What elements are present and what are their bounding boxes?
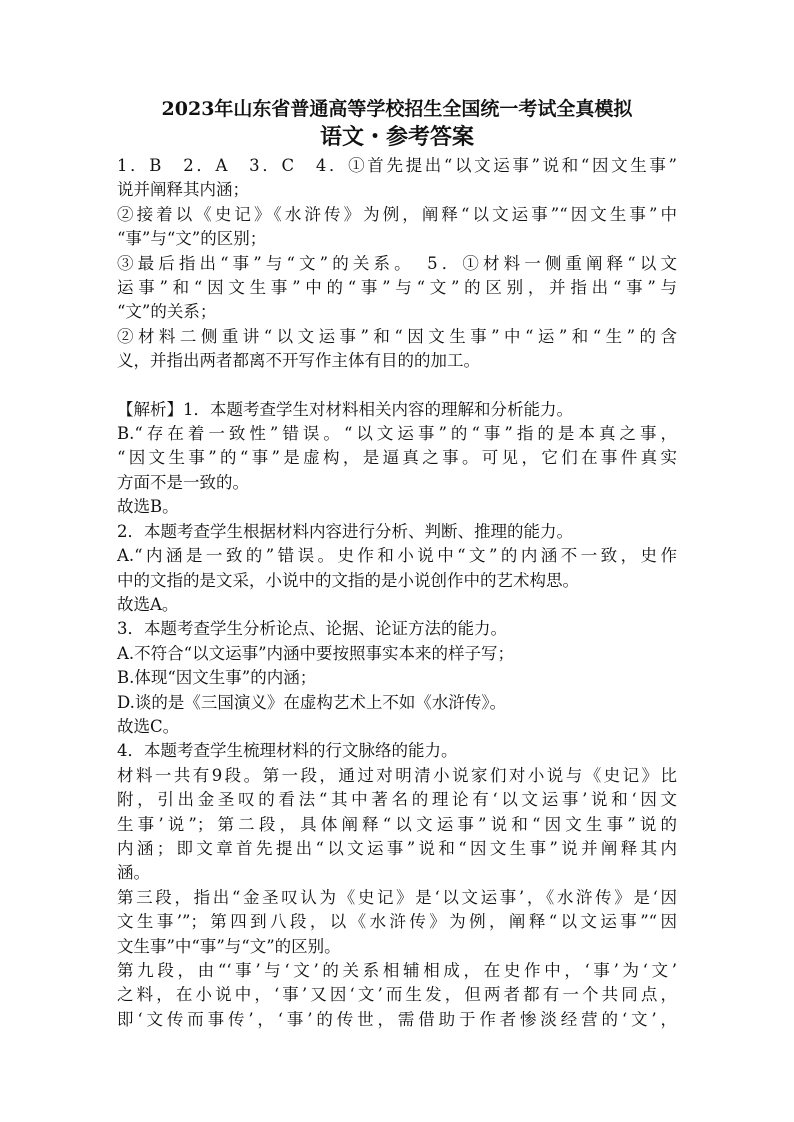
section-gap — [117, 374, 677, 398]
answer-line: 义，并指出两者都离不开写作主体有目的的加工。 — [117, 351, 480, 371]
analysis-line: 第九段，由“‘事’与‘文’的关系相辅相成，在史作中，‘事’为‘文’ — [117, 961, 677, 980]
answer-line: ②接着以《史记》《水浒传》为例，阐释“以文运事”“因文生事”中 — [117, 204, 677, 224]
analysis-line: 故选A。 — [117, 594, 179, 614]
analysis-line: 故选B。 — [117, 497, 179, 517]
analysis-line: 3．本题考查学生分析论点、论据、论证方法的能力。 — [117, 619, 507, 639]
analysis-line: “因文生事”的“事”是虚构，是逼真之事。可见，它们在事件真实 — [117, 448, 677, 468]
analysis-line: D.谈的是《三国演义》在虚构艺术上不如《水浒传》。 — [117, 692, 507, 712]
answer-section — [117, 154, 677, 374]
answer-line: 说并阐释其内涵； — [117, 180, 249, 200]
analysis-line: A.不符合“以文运事”内涵中要按照事实本来的样子写； — [117, 643, 515, 663]
analysis-line: 2．本题考查学生根据材料内容进行分析、判断、推理的能力。 — [117, 521, 573, 541]
analysis-line: B.体现“因文生事”的内涵； — [117, 668, 317, 688]
analysis-line: 中的文指的是文采，小说中的文指的是小说创作中的艺术构思。 — [117, 570, 579, 590]
analysis-line: A.“内涵是一致的”错误。史作和小说中“文”的内涵不一致，史作 — [117, 546, 677, 566]
document-title: 2023年山东省普通高等学校招生全国统一考试全真模拟 — [161, 98, 633, 120]
analysis-line: 第三段，指出“金圣叹认为《史记》是‘以文运事’，《水浒传》是‘因 — [117, 887, 677, 907]
answer-line: “文”的关系； — [117, 302, 217, 322]
answer-line: 1．B 2．A 3．C 4．①首先提出“以文运事”说和“因文生事” — [117, 156, 677, 175]
analysis-line: 材料一共有9段。第一段，通过对明清小说家们对小说与《史记》比 — [117, 765, 677, 785]
analysis-line: 附，引出金圣叹的看法“其中著名的理论有‘以文运事’说和‘因文 — [117, 790, 677, 810]
analysis-line: B.“存在着一致性”错误。“以文运事”的“事”指的是本真之事， — [117, 424, 677, 444]
analysis-line: 【解析】1．本题考查学生对材料相关内容的理解和分析能力。 — [117, 399, 573, 419]
answer-line: ②材料二侧重讲“以文运事”和“因文生事”中“运”和“生”的含 — [117, 326, 677, 346]
analysis-line: 即‘文传而事传’，‘事’的传世，需借助于作者惨淡经营的‘文’， — [117, 1009, 677, 1029]
analysis-line: 文生事’”；第四到八段，以《水浒传》为例，阐释“以文运事”“因 — [117, 912, 677, 932]
answer-line: 运事”和“因文生事”中的“事”与“文”的区别，并指出“事”与 — [117, 278, 677, 298]
analysis-line: 故选C。 — [117, 716, 180, 736]
analysis-line: 文生事”中“事”与“文”的区别。 — [117, 936, 341, 956]
analysis-line: 4．本题考查学生梳理材料的行文脉络的能力。 — [117, 741, 458, 761]
answer-line: “事”与“文”的区别； — [117, 229, 267, 249]
analysis-line: 生事’说”；第二段，具体阐释“以文运事”说和“因文生事”说的 — [117, 814, 677, 834]
analysis-line: 之料，在小说中，‘事’又因‘文’而生发，但两者都有一个共同点， — [117, 985, 677, 1005]
analysis-line: 方面不是一致的。 — [117, 472, 249, 492]
document-page — [117, 96, 677, 1032]
answer-line: ③最后指出“事”与“文”的关系。 5．①材料一侧重阐释“以文 — [117, 253, 677, 273]
analysis-section — [117, 398, 677, 1033]
document-subtitle: 语文・参考答案 — [319, 124, 474, 150]
analysis-line: 涵。 — [117, 863, 150, 883]
analysis-line: 内涵；即文章首先提出“以文运事”说和“因文生事”说并阐释其内 — [117, 838, 677, 858]
